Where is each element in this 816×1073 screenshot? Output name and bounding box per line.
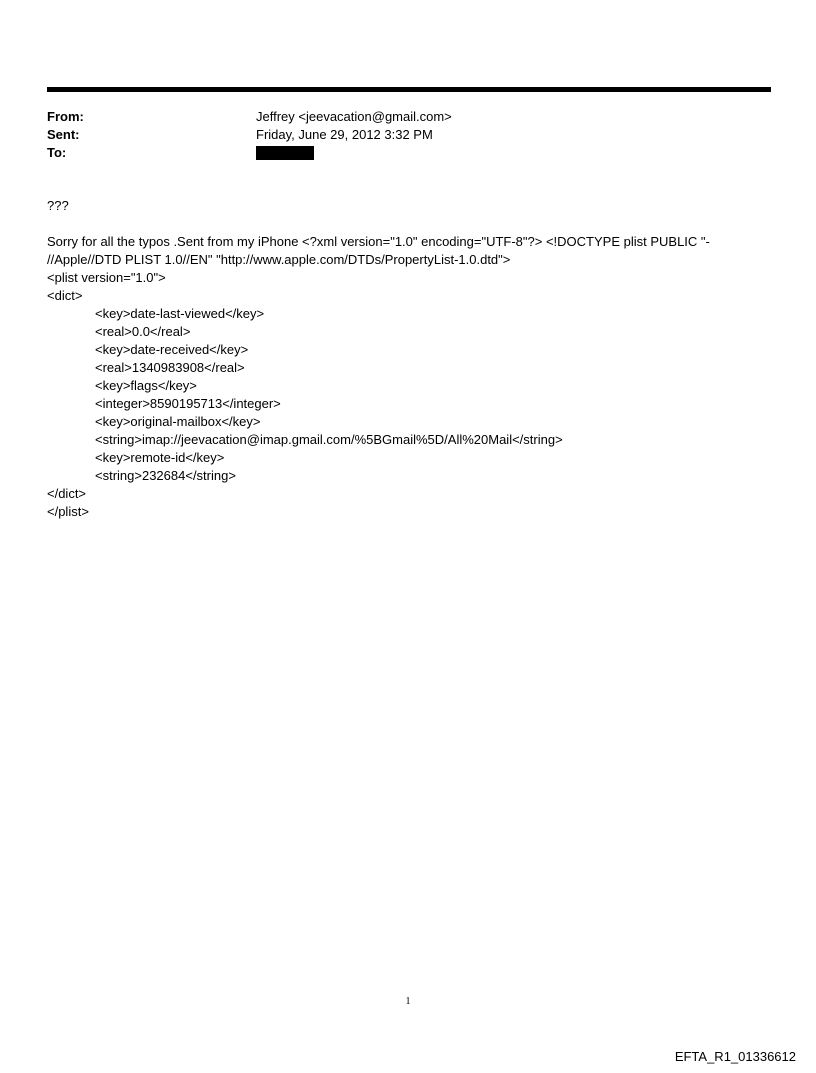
to-label: To: xyxy=(47,145,67,160)
body-line: <plist version="1.0"> xyxy=(47,270,166,285)
header-rule xyxy=(47,87,771,92)
body-line: <string>232684</string> xyxy=(95,468,236,483)
page-number: 1 xyxy=(405,996,411,1007)
body-line: <real>1340983908</real> xyxy=(95,360,245,375)
body-line: <key>remote-id</key> xyxy=(95,450,225,465)
email-body xyxy=(47,197,771,521)
body-line: <key>flags</key> xyxy=(95,378,197,393)
blank-line xyxy=(47,215,771,233)
body-line: Sorry for all the typos .Sent from my iPhone <?xml version="1.0" encoding="UTF-8"?> <!DOCTYPE plist PUBLIC "- xyxy=(47,234,710,249)
from-row xyxy=(47,108,771,126)
from-label: From: xyxy=(47,109,84,124)
to-row xyxy=(47,144,771,162)
body-line: <key>date-last-viewed</key> xyxy=(95,306,265,321)
body-line: <key>date-received</key> xyxy=(95,342,249,357)
body-line: </plist> xyxy=(47,504,89,519)
body-line: <key>original-mailbox</key> xyxy=(95,414,261,429)
body-line: //Apple//DTD PLIST 1.0//EN" "http://www.apple.com/DTDs/PropertyList-1.0.dtd"> xyxy=(47,252,511,267)
body-line: ??? xyxy=(47,198,69,213)
document-id: EFTA_R1_01336612 xyxy=(674,1049,796,1064)
body-line: <integer>8590195713</integer> xyxy=(95,396,281,411)
sent-row xyxy=(47,126,771,144)
email-header xyxy=(47,108,771,162)
from-value: Jeffrey <jeevacation@gmail.com> xyxy=(256,109,452,124)
body-line: <real>0.0</real> xyxy=(95,324,191,339)
body-line: </dict> xyxy=(47,486,87,501)
redaction-box xyxy=(256,146,314,160)
to-value xyxy=(256,144,771,165)
body-line: <string>imap://jeevacation@imap.gmail.com/%5BGmail%5D/All%20Mail</string> xyxy=(95,432,563,447)
sent-value: Friday, June 29, 2012 3:32 PM xyxy=(256,127,433,142)
sent-label: Sent: xyxy=(47,127,80,142)
body-line: <dict> xyxy=(47,288,83,303)
